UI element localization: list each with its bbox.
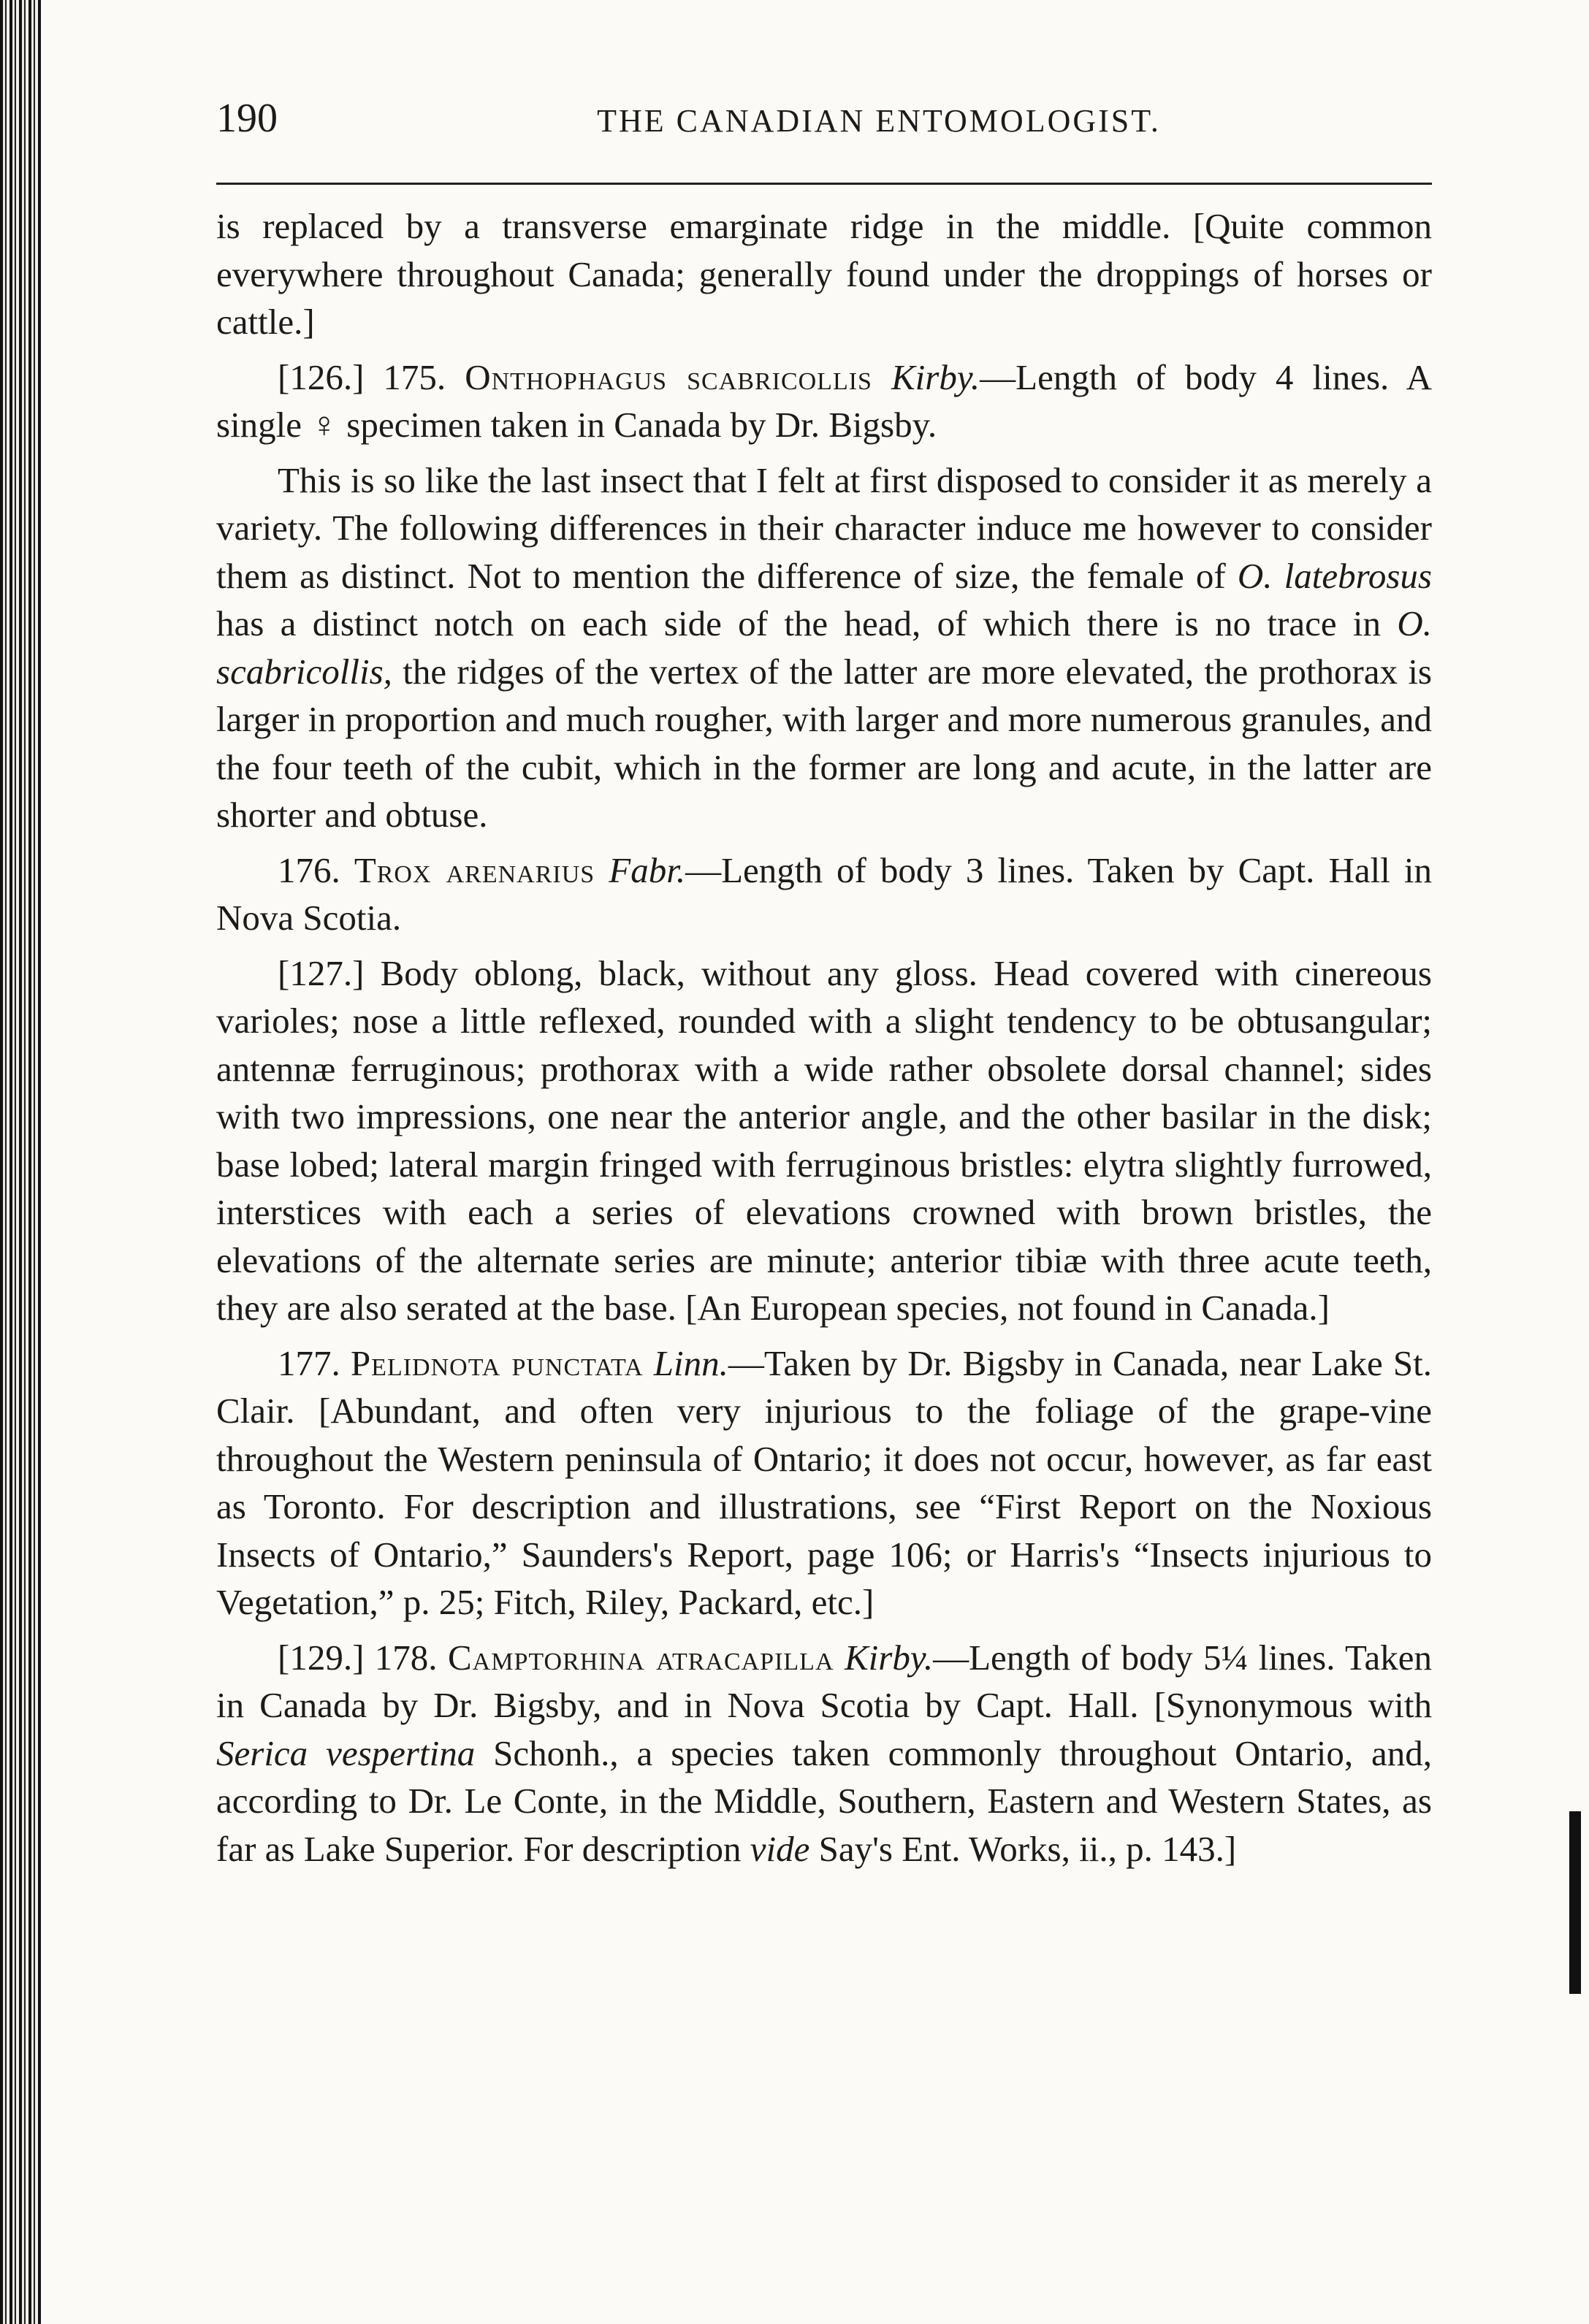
paragraph-3-text-1: This is so like the last insect that I felt at first disposed to consider it as merely a variety. The following differences in their character induce me however to consider them as distinct. Not to mention the difference of size, the female of [216, 459, 1432, 596]
species-author: Kirby. [891, 356, 980, 397]
species-ref-3: Serica vespertina [216, 1732, 476, 1773]
paragraph-3-text-3: the ridges of the vertex of the latter are more elevated, the prothorax is larger in proportion and much rougher, with larger and more numerous granules, and the four teeth of the cubit, which in the former are long and acute, in the latter are shorter and obtuse. [216, 651, 1432, 835]
species-author: Fabr. [609, 849, 686, 890]
running-title: THE CANADIAN ENTOMOLOGIST. [597, 103, 1161, 139]
paragraph-1-text: is replaced by a transverse emarginate ridge in the middle. [Quite common everywhere throughout Canada; generally found under the droppings of horses or cattle.] [216, 206, 1432, 342]
paragraph-4-text: —Length of body 3 lines. Taken by Capt. Hall in Nova Scotia. [216, 849, 1433, 938]
paragraph-6 [216, 1339, 1432, 1627]
paragraph-5-text: [127.] Body oblong, black, without any gloss. Head covered with cinereous varioles; nose a little reflexed, rounded with a slight tendency to be obtusangular; antennæ ferruginous; prothorax with a wide rather obsolete dorsal channel; sides with two impressions, one near the anterior angle, and the other basilar in the disk; base lobed; lateral margin fringed with ferruginous bristles: elytra slightly furrowed, interstices with each a series of elevations crowned with brown bristles, the elevations of the alternate series are minute; anterior tibiæ with three acute teeth, they are also serated at the base. [An European species, not found in Canada.] [216, 952, 1432, 1328]
paragraph-7 [216, 1634, 1432, 1873]
species-ref-1: O. latebrosus [1237, 555, 1432, 596]
species-name: Pelidnota punctata [350, 1342, 644, 1383]
vide-word: vide [750, 1828, 810, 1869]
binding-edge [0, 0, 41, 2324]
page-header [216, 88, 1432, 175]
species-name: Trox arenarius [354, 849, 595, 890]
body-text [216, 202, 1432, 1873]
species-name: Onthophagus scabricollis [465, 356, 872, 397]
paragraph-3 [216, 456, 1432, 839]
page [216, 88, 1432, 1880]
species-author: Kirby. [844, 1637, 934, 1678]
paragraph-5 [216, 949, 1432, 1332]
paragraph-7-text-2: Schonh., a species taken commonly throughout Ontario, and, according to Dr. Le Conte, in the Middle, Southern, Eastern and Western States, as far as Lake Superior. For description [216, 1732, 1432, 1869]
margin-mark [1569, 1811, 1581, 1994]
entry-number: 176. [278, 849, 340, 890]
paragraph-1 [216, 202, 1432, 346]
paragraph-2 [216, 353, 1432, 449]
species-name: Camptorhina atracapilla [448, 1637, 834, 1678]
paragraph-2-text: —Length of body 4 lines. A single ♀ specimen taken in Canada by Dr. Bigsby. [216, 356, 1432, 445]
entry-number: 177. [278, 1342, 340, 1383]
species-author: Linn. [653, 1342, 728, 1383]
page-number: 190 [216, 96, 278, 141]
entry-number: [129.] 178. [278, 1637, 438, 1678]
header-rule [216, 183, 1432, 185]
paragraph-6-text: —Taken by Dr. Bigsby in Canada, near Lake St. Clair. [Abundant, and often very injurious to the foliage of the grape-vine throughout the Western peninsula of Ontario; it does not occur, however, as far east as Toronto. For description and illustrations, see “First Report on the Noxious Insects of Ontario,” Saunders's Report, page 106; or Harris's “Insects injurious to Vegetation,” p. 25; Fitch, Riley, Packard, etc.] [216, 1342, 1433, 1622]
entry-number: [126.] 175. [278, 356, 446, 397]
paragraph-7-text-3: Say's Ent. Works, ii., p. 143.] [809, 1828, 1237, 1869]
paragraph-4 [216, 846, 1432, 942]
paragraph-3-text-2: has a distinct notch on each side of the head, of which there is no trace in [216, 603, 1398, 643]
paragraph-7-text-1: —Length of body 5¼ lines. Taken in Canada by Dr. Bigsby, and in Nova Scotia by Capt. Hall. [Synonymous with [216, 1637, 1433, 1725]
species-ref-2: O. scabricollis, [216, 603, 1432, 692]
